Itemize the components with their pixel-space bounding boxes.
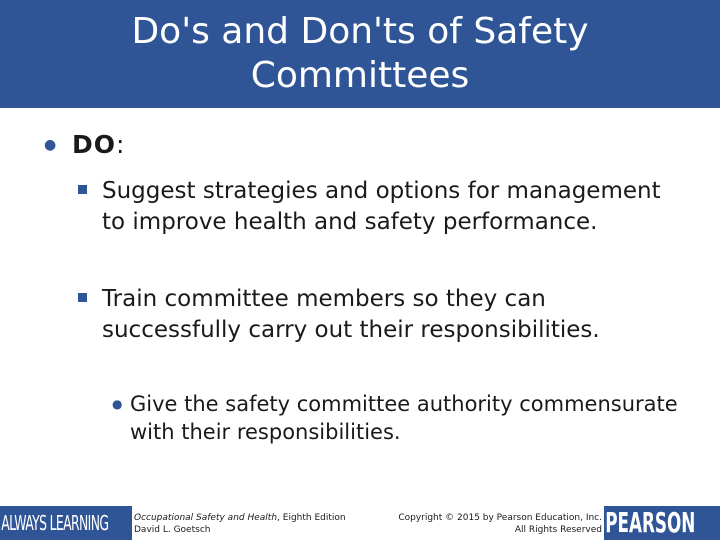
copyright bbox=[398, 512, 602, 536]
footer bbox=[0, 500, 720, 540]
book-citation bbox=[134, 512, 346, 536]
bullet-level1-do bbox=[44, 130, 124, 159]
left-brand-text: ALWAYS LEARNING bbox=[1, 511, 109, 535]
book-edition: , Eighth Edition bbox=[277, 513, 346, 523]
bullet-dot-icon: ● bbox=[112, 397, 123, 411]
bullet-dot-icon: ● bbox=[44, 137, 57, 153]
square-bullet-icon bbox=[78, 283, 102, 345]
always-learning-logo bbox=[0, 506, 132, 540]
slide-title: Do's and Don'ts of Safety Committees bbox=[131, 11, 589, 96]
bullet-text: Give the safety committee authority commensurate with their responsibilities. bbox=[130, 392, 678, 444]
book-title: Occupational Safety and Health bbox=[134, 513, 278, 523]
right-brand-text: PEARSON bbox=[605, 506, 696, 539]
list-item bbox=[78, 284, 678, 346]
section-colon: : bbox=[116, 130, 125, 159]
square-bullet-icon bbox=[78, 175, 102, 237]
pearson-logo bbox=[604, 506, 720, 540]
title-bar bbox=[0, 0, 720, 108]
list-item bbox=[78, 176, 678, 238]
bullet-text: Suggest strategies and options for management to improve health and safety performance. bbox=[102, 178, 661, 235]
section-label: DO bbox=[72, 130, 117, 159]
book-author: David L. Goetsch bbox=[134, 525, 211, 535]
copyright-line1: Copyright © 2015 by Pearson Education, Inc. bbox=[398, 513, 602, 523]
list-item bbox=[112, 390, 682, 446]
copyright-line2: All Rights Reserved bbox=[514, 525, 602, 535]
bullet-text: Train committee members so they can successfully carry out their responsibilities. bbox=[102, 286, 600, 343]
